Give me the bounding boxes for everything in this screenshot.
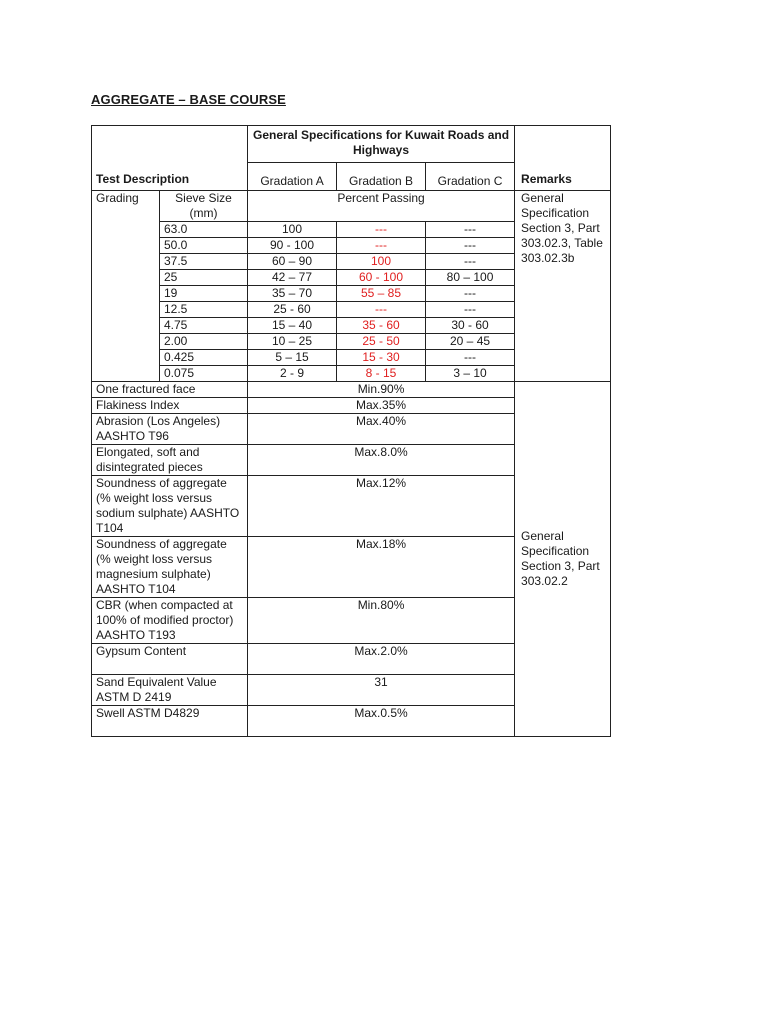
gradation-c-cell: --- [426,350,515,366]
gradation-a-header: Gradation A [248,163,337,191]
percent-passing-header: Percent Passing [248,191,515,222]
gradation-b-cell: 8 - 15 [337,366,426,382]
sieve-size-cell: 25 [160,270,248,286]
property-description: Soundness of aggregate (% weight loss versus magnesium sulphate) AASHTO T104 [92,537,248,598]
gradation-a-cell: 10 – 25 [248,334,337,350]
property-description: Flakiness Index [92,398,248,414]
header-row-1 [92,126,611,163]
grading-header-row [92,191,611,222]
gradation-c-cell: 20 – 45 [426,334,515,350]
grading-label: Grading [92,191,160,382]
gradation-c-cell: 3 – 10 [426,366,515,382]
sieve-size-cell: 37.5 [160,254,248,270]
property-description: Abrasion (Los Angeles) AASHTO T96 [92,414,248,445]
property-value: Max.12% [248,476,515,537]
sieve-size-cell: 4.75 [160,318,248,334]
gradation-a-cell: 60 – 90 [248,254,337,270]
gradation-c-cell: --- [426,254,515,270]
gradation-a-cell: 15 – 40 [248,318,337,334]
property-value: Max.0.5% [248,706,515,737]
property-value: 31 [248,675,515,706]
gradation-b-cell: --- [337,238,426,254]
gradation-b-cell: 35 - 60 [337,318,426,334]
property-value: Max.8.0% [248,445,515,476]
gradation-b-cell: 25 - 50 [337,334,426,350]
gradation-c-cell: --- [426,222,515,238]
property-description: Sand Equivalent Value ASTM D 2419 [92,675,248,706]
gradation-a-cell: 100 [248,222,337,238]
gradation-a-cell: 90 - 100 [248,238,337,254]
test-description-header: Test Description [92,126,248,191]
gradation-b-header: Gradation B [337,163,426,191]
gradation-a-cell: 5 – 15 [248,350,337,366]
gradation-c-cell: --- [426,238,515,254]
gradation-a-cell: 2 - 9 [248,366,337,382]
gradation-c-cell: --- [426,302,515,318]
grading-remarks: General Specification Section 3, Part 303.02.3, Table 303.02.3b [515,191,611,382]
sieve-size-cell: 50.0 [160,238,248,254]
sieve-size-cell: 63.0 [160,222,248,238]
property-value: Min.90% [248,382,515,398]
gradation-b-cell: --- [337,222,426,238]
sieve-size-cell: 19 [160,286,248,302]
property-description: Swell ASTM D4829 [92,706,248,737]
property-description: CBR (when compacted at 100% of modified proctor) AASHTO T193 [92,598,248,644]
document-title: AGGREGATE – BASE COURSE [91,92,286,107]
gradation-b-cell: --- [337,302,426,318]
gradation-a-cell: 25 - 60 [248,302,337,318]
property-description: Soundness of aggregate (% weight loss versus sodium sulphate) AASHTO T104 [92,476,248,537]
property-description: One fractured face [92,382,248,398]
gradation-b-cell: 100 [337,254,426,270]
sieve-size-cell: 12.5 [160,302,248,318]
property-description: Gypsum Content [92,644,248,675]
sieve-size-header: Sieve Size (mm) [160,191,248,222]
remarks-header: Remarks [515,126,611,191]
property-value: Min.80% [248,598,515,644]
property-row [92,382,611,398]
gradation-b-cell: 55 – 85 [337,286,426,302]
property-value: Max.35% [248,398,515,414]
property-value: Max.18% [248,537,515,598]
spec-table [91,125,611,737]
gradation-b-cell: 15 - 30 [337,350,426,366]
sieve-size-cell: 0.075 [160,366,248,382]
sieve-size-cell: 2.00 [160,334,248,350]
gradation-c-cell: 80 – 100 [426,270,515,286]
general-spec-header: General Specifications for Kuwait Roads and Highways [248,126,515,163]
gradation-c-cell: --- [426,286,515,302]
gradation-b-cell: 60 - 100 [337,270,426,286]
gradation-c-header: Gradation C [426,163,515,191]
property-description: Elongated, soft and disintegrated pieces [92,445,248,476]
property-value: Max.40% [248,414,515,445]
gradation-a-cell: 35 – 70 [248,286,337,302]
gradation-c-cell: 30 - 60 [426,318,515,334]
property-value: Max.2.0% [248,644,515,675]
properties-remarks: General Specification Section 3, Part 303.02.2 [515,382,611,737]
sieve-size-cell: 0.425 [160,350,248,366]
gradation-a-cell: 42 – 77 [248,270,337,286]
